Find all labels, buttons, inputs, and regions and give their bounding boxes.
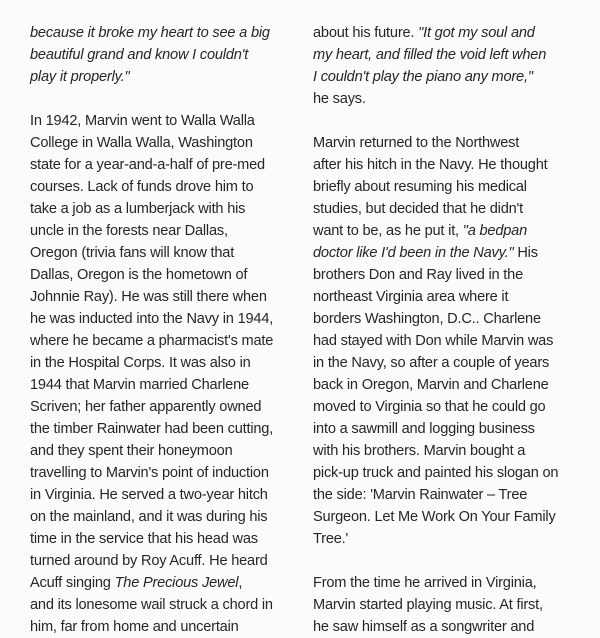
- text-line: with his brothers. Marvin bought a: [313, 443, 526, 459]
- text-line: the side: 'Marvin Rainwater – Tree: [313, 487, 528, 503]
- text-fragment: Acuff singing: [30, 575, 115, 591]
- text-line: turned around by Roy Acuff. He heard: [30, 553, 268, 569]
- text-line: state for a year-and-a-half of pre-med: [30, 157, 265, 173]
- text-line: him, far from home and uncertain: [30, 619, 239, 635]
- text-line: In 1942, Marvin went to Walla Walla: [30, 113, 255, 129]
- text-fragment: ,: [238, 575, 243, 591]
- text-line: because it broke my heart to see a big: [30, 25, 270, 41]
- text-line: [313, 220, 575, 242]
- quote-paragraph: [30, 22, 296, 88]
- body-paragraph: [30, 110, 296, 638]
- text-line: after his hitch in the Navy. He thought: [313, 157, 548, 173]
- text-line: uncle in the forests near Dallas,: [30, 223, 228, 239]
- text-line: moved to Virginia so that he could go: [313, 399, 546, 415]
- text-line: Scriven; her father apparently owned: [30, 399, 262, 415]
- text-line: [313, 22, 575, 44]
- text-line: briefly about resuming his medical: [313, 179, 527, 195]
- text-line: [313, 242, 575, 264]
- text-line: travelling to Marvin's point of induction: [30, 465, 269, 481]
- body-paragraph: [313, 572, 575, 638]
- text-line: borders Washington, D.C.. Charlene: [313, 311, 541, 327]
- quote-fragment: "a bedpan: [462, 223, 528, 239]
- text-line: in the Hospital Corps. It was also in: [30, 355, 251, 371]
- text-line: my heart, and filled the void left when: [313, 47, 547, 63]
- text-line: northeast Virginia area where it: [313, 289, 509, 305]
- body-paragraph: [313, 22, 575, 110]
- quote-fragment: "It got my soul and: [418, 25, 535, 41]
- text-line: time in the service that his head was: [30, 531, 258, 547]
- quote-fragment: doctor like I'd been in the Navy.": [313, 245, 514, 261]
- body-paragraph: [313, 132, 575, 550]
- text-line: back in Oregon, Marvin and Charlene: [313, 377, 549, 393]
- text-line: where he became a pharmacist's mate: [30, 333, 274, 349]
- text-line: he says.: [313, 91, 366, 107]
- text-line: pick-up truck and painted his slogan on: [313, 465, 559, 481]
- text-line: 1944 that Marvin married Charlene: [30, 377, 249, 393]
- text-fragment: His: [513, 245, 538, 261]
- text-line: play it properly.": [30, 69, 130, 85]
- text-line: brothers Don and Ray lived in the: [313, 267, 523, 283]
- text-line: he saw himself as a songwriter and: [313, 619, 535, 635]
- text-line: Tree.': [313, 531, 349, 547]
- text-line: From the time he arrived in Virginia,: [313, 575, 537, 591]
- text-line: had stayed with Don while Marvin was: [313, 333, 554, 349]
- text-line: Surgeon. Let Me Work On Your Family: [313, 509, 556, 525]
- text-line: and they spent their honeymoon: [30, 443, 233, 459]
- text-line: into a sawmill and logging business: [313, 421, 535, 437]
- text-line: the timber Rainwater had been cutting,: [30, 421, 274, 437]
- text-line: studies, but decided that he didn't: [313, 201, 523, 217]
- text-fragment: about his future.: [313, 25, 419, 41]
- text-line: Oregon (trivia fans will know that: [30, 245, 235, 261]
- text-line: Dallas, Oregon is the hometown of: [30, 267, 248, 283]
- text-line: Marvin returned to the Northwest: [313, 135, 520, 151]
- text-line: College in Walla Walla, Washington: [30, 135, 253, 151]
- text-line: in the Navy, so after a couple of years: [313, 355, 550, 371]
- text-line: beautiful grand and know I couldn't: [30, 47, 249, 63]
- text-fragment: want to be, as he put it,: [313, 223, 463, 239]
- text-line: I couldn't play the piano any more,": [313, 69, 533, 85]
- left-column: [30, 22, 296, 638]
- text-line: [30, 572, 296, 594]
- text-line: he was inducted into the Navy in 1944,: [30, 311, 274, 327]
- text-line: in Virginia. He served a two-year hitch: [30, 487, 268, 503]
- text-line: Johnnie Ray). He was still there when: [30, 289, 267, 305]
- song-title: The Precious Jewel: [114, 575, 239, 591]
- text-line: and its lonesome wail struck a chord in: [30, 597, 273, 613]
- right-column: [313, 22, 575, 638]
- text-line: courses. Lack of funds drove him to: [30, 179, 254, 195]
- text-line: on the mainland, and it was during his: [30, 509, 268, 525]
- text-line: Marvin started playing music. At first,: [313, 597, 543, 613]
- text-line: take a job as a lumberjack with his: [30, 201, 246, 217]
